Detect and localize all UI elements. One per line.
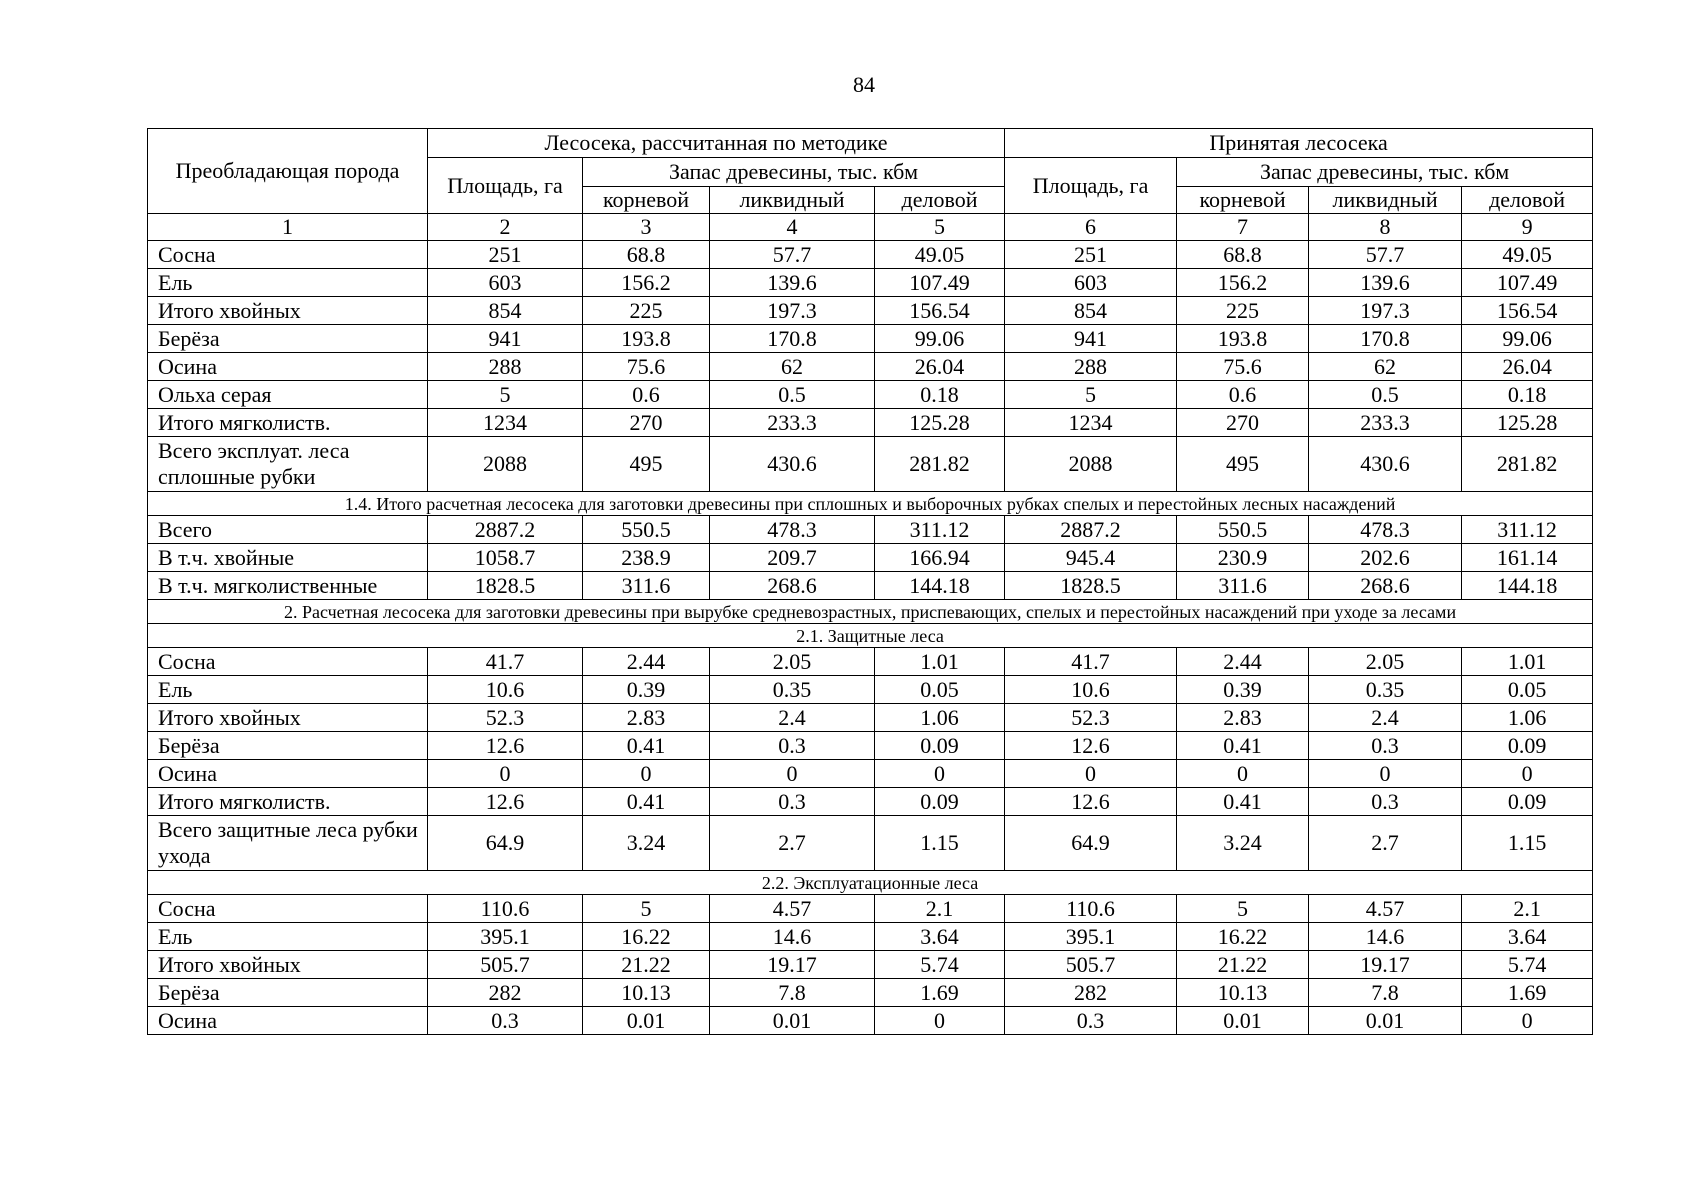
value-cell: 19.17 xyxy=(710,951,875,979)
section-heading: 2.2. Эксплуатационные леса xyxy=(148,871,1593,895)
value-cell: 16.22 xyxy=(1177,923,1309,951)
table-row xyxy=(148,297,1593,325)
section-heading: 2. Расчетная лесосека для заготовки древесины при вырубке средневозрастных, приспевающих, спелых и перестойных насаждений при уходе за лесами xyxy=(148,600,1593,624)
value-cell: 225 xyxy=(583,297,710,325)
header-area-accepted: Площадь, га xyxy=(1005,158,1177,214)
value-cell: 395.1 xyxy=(1005,923,1177,951)
value-cell: 144.18 xyxy=(875,572,1005,600)
value-cell: 1.01 xyxy=(875,648,1005,676)
value-cell: 281.82 xyxy=(1462,437,1593,492)
species-cell: Берёза xyxy=(148,325,428,353)
column-number: 6 xyxy=(1005,214,1177,241)
value-cell: 5 xyxy=(1177,895,1309,923)
value-cell: 209.7 xyxy=(710,544,875,572)
value-cell: 225 xyxy=(1177,297,1309,325)
value-cell: 21.22 xyxy=(583,951,710,979)
value-cell: 7.8 xyxy=(1309,979,1462,1007)
value-cell: 2.05 xyxy=(710,648,875,676)
value-cell: 0 xyxy=(1462,760,1593,788)
value-cell: 0.3 xyxy=(710,732,875,760)
value-cell: 0 xyxy=(1309,760,1462,788)
header-business-calc: деловой xyxy=(875,187,1005,214)
value-cell: 0 xyxy=(1177,760,1309,788)
value-cell: 505.7 xyxy=(428,951,583,979)
value-cell: 0.09 xyxy=(875,788,1005,816)
value-cell: 12.6 xyxy=(1005,788,1177,816)
value-cell: 5 xyxy=(1005,381,1177,409)
value-cell: 0.05 xyxy=(1462,676,1593,704)
value-cell: 99.06 xyxy=(1462,325,1593,353)
species-cell: Итого мягколиств. xyxy=(148,788,428,816)
value-cell: 230.9 xyxy=(1177,544,1309,572)
header-stock-accepted: Запас древесины, тыс. кбм xyxy=(1177,158,1593,187)
value-cell: 550.5 xyxy=(1177,516,1309,544)
value-cell: 99.06 xyxy=(875,325,1005,353)
value-cell: 251 xyxy=(1005,241,1177,269)
value-cell: 64.9 xyxy=(428,816,583,871)
value-cell: 0.5 xyxy=(710,381,875,409)
value-cell: 156.2 xyxy=(583,269,710,297)
value-cell: 0.41 xyxy=(1177,732,1309,760)
section-heading: 1.4. Итого расчетная лесосека для заготовки древесины при сплошных и выборочных рубках спелых и перестойных лесных насаждений xyxy=(148,492,1593,516)
value-cell: 49.05 xyxy=(875,241,1005,269)
value-cell: 2.7 xyxy=(1309,816,1462,871)
value-cell: 139.6 xyxy=(710,269,875,297)
value-cell: 2.7 xyxy=(710,816,875,871)
species-cell: Всего xyxy=(148,516,428,544)
value-cell: 193.8 xyxy=(583,325,710,353)
header-stock-calc: Запас древесины, тыс. кбм xyxy=(583,158,1005,187)
value-cell: 5.74 xyxy=(875,951,1005,979)
value-cell: 41.7 xyxy=(428,648,583,676)
value-cell: 854 xyxy=(1005,297,1177,325)
table-row xyxy=(148,676,1593,704)
value-cell: 125.28 xyxy=(1462,409,1593,437)
total-row xyxy=(148,816,1593,871)
value-cell: 0.01 xyxy=(710,1007,875,1035)
species-cell: Итого хвойных xyxy=(148,297,428,325)
value-cell: 0.6 xyxy=(1177,381,1309,409)
value-cell: 0.05 xyxy=(875,676,1005,704)
table-row xyxy=(148,241,1593,269)
value-cell: 1234 xyxy=(1005,409,1177,437)
value-cell: 0.35 xyxy=(710,676,875,704)
value-cell: 478.3 xyxy=(1309,516,1462,544)
value-cell: 0.41 xyxy=(1177,788,1309,816)
value-cell: 4.57 xyxy=(710,895,875,923)
value-cell: 3.64 xyxy=(875,923,1005,951)
value-cell: 505.7 xyxy=(1005,951,1177,979)
value-cell: 10.6 xyxy=(428,676,583,704)
value-cell: 311.12 xyxy=(875,516,1005,544)
value-cell: 2.83 xyxy=(1177,704,1309,732)
value-cell: 0 xyxy=(428,760,583,788)
value-cell: 62 xyxy=(1309,353,1462,381)
value-cell: 68.8 xyxy=(1177,241,1309,269)
section-heading-row xyxy=(148,492,1593,516)
value-cell: 5.74 xyxy=(1462,951,1593,979)
table-row xyxy=(148,353,1593,381)
species-cell: Берёза xyxy=(148,732,428,760)
value-cell: 941 xyxy=(1005,325,1177,353)
page-number: 84 xyxy=(853,72,875,97)
value-cell: 238.9 xyxy=(583,544,710,572)
table-row xyxy=(148,951,1593,979)
value-cell: 311.6 xyxy=(1177,572,1309,600)
section-heading-row xyxy=(148,600,1593,624)
species-cell: Ель xyxy=(148,923,428,951)
column-number-row xyxy=(148,214,1593,241)
value-cell: 941 xyxy=(428,325,583,353)
value-cell: 603 xyxy=(1005,269,1177,297)
value-cell: 125.28 xyxy=(875,409,1005,437)
value-cell: 110.6 xyxy=(428,895,583,923)
value-cell: 288 xyxy=(428,353,583,381)
value-cell: 161.14 xyxy=(1462,544,1593,572)
value-cell: 2.44 xyxy=(583,648,710,676)
value-cell: 1058.7 xyxy=(428,544,583,572)
species-cell: Сосна xyxy=(148,648,428,676)
column-number: 8 xyxy=(1309,214,1462,241)
value-cell: 7.8 xyxy=(710,979,875,1007)
value-cell: 0.3 xyxy=(1309,788,1462,816)
value-cell: 0.41 xyxy=(583,732,710,760)
value-cell: 0.41 xyxy=(583,788,710,816)
table-row xyxy=(148,381,1593,409)
species-cell: Осина xyxy=(148,760,428,788)
value-cell: 156.54 xyxy=(1462,297,1593,325)
value-cell: 1.06 xyxy=(1462,704,1593,732)
value-cell: 268.6 xyxy=(1309,572,1462,600)
value-cell: 3.24 xyxy=(583,816,710,871)
table-row xyxy=(148,572,1593,600)
value-cell: 2.1 xyxy=(1462,895,1593,923)
value-cell: 0 xyxy=(710,760,875,788)
value-cell: 0.5 xyxy=(1309,381,1462,409)
value-cell: 62 xyxy=(710,353,875,381)
table-row xyxy=(148,979,1593,1007)
section-heading-row xyxy=(148,624,1593,648)
value-cell: 270 xyxy=(583,409,710,437)
value-cell: 1.15 xyxy=(875,816,1005,871)
value-cell: 2088 xyxy=(1005,437,1177,492)
value-cell: 2887.2 xyxy=(1005,516,1177,544)
table-body xyxy=(148,241,1593,1035)
value-cell: 0.01 xyxy=(1309,1007,1462,1035)
species-cell: Сосна xyxy=(148,895,428,923)
column-number: 4 xyxy=(710,214,875,241)
value-cell: 4.57 xyxy=(1309,895,1462,923)
value-cell: 156.54 xyxy=(875,297,1005,325)
value-cell: 52.3 xyxy=(1005,704,1177,732)
table-row xyxy=(148,409,1593,437)
value-cell: 0 xyxy=(1005,760,1177,788)
value-cell: 1.15 xyxy=(1462,816,1593,871)
header-root-calc: корневой xyxy=(583,187,710,214)
value-cell: 139.6 xyxy=(1309,269,1462,297)
species-cell: Ольха серая xyxy=(148,381,428,409)
column-number: 7 xyxy=(1177,214,1309,241)
value-cell: 166.94 xyxy=(875,544,1005,572)
value-cell: 26.04 xyxy=(1462,353,1593,381)
value-cell: 16.22 xyxy=(583,923,710,951)
value-cell: 0.39 xyxy=(583,676,710,704)
value-cell: 57.7 xyxy=(710,241,875,269)
value-cell: 26.04 xyxy=(875,353,1005,381)
value-cell: 233.3 xyxy=(1309,409,1462,437)
value-cell: 550.5 xyxy=(583,516,710,544)
value-cell: 1.01 xyxy=(1462,648,1593,676)
value-cell: 5 xyxy=(428,381,583,409)
value-cell: 156.2 xyxy=(1177,269,1309,297)
value-cell: 197.3 xyxy=(710,297,875,325)
value-cell: 3.64 xyxy=(1462,923,1593,951)
value-cell: 2.44 xyxy=(1177,648,1309,676)
value-cell: 430.6 xyxy=(710,437,875,492)
table-row xyxy=(148,516,1593,544)
table-row xyxy=(148,544,1593,572)
value-cell: 0.18 xyxy=(1462,381,1593,409)
value-cell: 0.01 xyxy=(1177,1007,1309,1035)
value-cell: 311.12 xyxy=(1462,516,1593,544)
value-cell: 282 xyxy=(1005,979,1177,1007)
value-cell: 288 xyxy=(1005,353,1177,381)
column-number: 1 xyxy=(148,214,428,241)
table-row xyxy=(148,1007,1593,1035)
value-cell: 495 xyxy=(1177,437,1309,492)
value-cell: 2.4 xyxy=(710,704,875,732)
value-cell: 107.49 xyxy=(875,269,1005,297)
table-row xyxy=(148,760,1593,788)
value-cell: 430.6 xyxy=(1309,437,1462,492)
table-row xyxy=(148,269,1593,297)
value-cell: 197.3 xyxy=(1309,297,1462,325)
value-cell: 41.7 xyxy=(1005,648,1177,676)
value-cell: 0.09 xyxy=(1462,788,1593,816)
value-cell: 49.05 xyxy=(1462,241,1593,269)
section-heading: 2.1. Защитные леса xyxy=(148,624,1593,648)
value-cell: 2.4 xyxy=(1309,704,1462,732)
header-liquid-calc: ликвидный xyxy=(710,187,875,214)
value-cell: 0.3 xyxy=(1005,1007,1177,1035)
value-cell: 2.05 xyxy=(1309,648,1462,676)
table-row xyxy=(148,704,1593,732)
value-cell: 14.6 xyxy=(1309,923,1462,951)
value-cell: 1.69 xyxy=(875,979,1005,1007)
value-cell: 3.24 xyxy=(1177,816,1309,871)
species-cell: Осина xyxy=(148,1007,428,1035)
value-cell: 251 xyxy=(428,241,583,269)
value-cell: 0 xyxy=(875,1007,1005,1035)
species-cell: Итого хвойных xyxy=(148,951,428,979)
species-cell: Всего защитные леса рубки ухода xyxy=(148,816,428,871)
value-cell: 5 xyxy=(583,895,710,923)
value-cell: 478.3 xyxy=(710,516,875,544)
species-cell: Берёза xyxy=(148,979,428,1007)
value-cell: 945.4 xyxy=(1005,544,1177,572)
value-cell: 12.6 xyxy=(428,788,583,816)
value-cell: 233.3 xyxy=(710,409,875,437)
value-cell: 75.6 xyxy=(1177,353,1309,381)
table-row xyxy=(148,325,1593,353)
value-cell: 0.09 xyxy=(1462,732,1593,760)
species-cell: В т.ч. хвойные xyxy=(148,544,428,572)
value-cell: 0.01 xyxy=(583,1007,710,1035)
header-liquid-accepted: ликвидный xyxy=(1309,187,1462,214)
value-cell: 10.13 xyxy=(1177,979,1309,1007)
value-cell: 68.8 xyxy=(583,241,710,269)
value-cell: 170.8 xyxy=(710,325,875,353)
column-number: 5 xyxy=(875,214,1005,241)
value-cell: 0.39 xyxy=(1177,676,1309,704)
value-cell: 75.6 xyxy=(583,353,710,381)
value-cell: 14.6 xyxy=(710,923,875,951)
value-cell: 0.3 xyxy=(710,788,875,816)
value-cell: 110.6 xyxy=(1005,895,1177,923)
value-cell: 19.17 xyxy=(1309,951,1462,979)
table-row xyxy=(148,648,1593,676)
value-cell: 495 xyxy=(583,437,710,492)
value-cell: 10.13 xyxy=(583,979,710,1007)
column-number: 2 xyxy=(428,214,583,241)
value-cell: 170.8 xyxy=(1309,325,1462,353)
value-cell: 854 xyxy=(428,297,583,325)
header-accepted-cutting-area: Принятая лесосека xyxy=(1005,129,1593,158)
value-cell: 10.6 xyxy=(1005,676,1177,704)
header-calculated-cutting-area: Лесосека, рассчитанная по методике xyxy=(428,129,1005,158)
value-cell: 12.6 xyxy=(1005,732,1177,760)
value-cell: 2887.2 xyxy=(428,516,583,544)
value-cell: 0.3 xyxy=(428,1007,583,1035)
column-number: 9 xyxy=(1462,214,1593,241)
value-cell: 2088 xyxy=(428,437,583,492)
value-cell: 268.6 xyxy=(710,572,875,600)
value-cell: 2.83 xyxy=(583,704,710,732)
species-cell: В т.ч. мягколиственные xyxy=(148,572,428,600)
column-number: 3 xyxy=(583,214,710,241)
logging-area-table xyxy=(147,128,1593,1035)
value-cell: 0.6 xyxy=(583,381,710,409)
value-cell: 2.1 xyxy=(875,895,1005,923)
value-cell: 12.6 xyxy=(428,732,583,760)
value-cell: 52.3 xyxy=(428,704,583,732)
section-heading-row xyxy=(148,871,1593,895)
value-cell: 270 xyxy=(1177,409,1309,437)
value-cell: 1234 xyxy=(428,409,583,437)
table-row xyxy=(148,923,1593,951)
value-cell: 64.9 xyxy=(1005,816,1177,871)
species-cell: Итого мягколиств. xyxy=(148,409,428,437)
value-cell: 202.6 xyxy=(1309,544,1462,572)
species-cell: Осина xyxy=(148,353,428,381)
value-cell: 1828.5 xyxy=(428,572,583,600)
header-root-accepted: корневой xyxy=(1177,187,1309,214)
value-cell: 281.82 xyxy=(875,437,1005,492)
table-row xyxy=(148,895,1593,923)
value-cell: 0.09 xyxy=(875,732,1005,760)
value-cell: 0.18 xyxy=(875,381,1005,409)
value-cell: 282 xyxy=(428,979,583,1007)
value-cell: 0 xyxy=(1462,1007,1593,1035)
value-cell: 193.8 xyxy=(1177,325,1309,353)
species-cell: Ель xyxy=(148,269,428,297)
value-cell: 395.1 xyxy=(428,923,583,951)
value-cell: 603 xyxy=(428,269,583,297)
total-row xyxy=(148,437,1593,492)
value-cell: 1.69 xyxy=(1462,979,1593,1007)
value-cell: 311.6 xyxy=(583,572,710,600)
species-cell: Сосна xyxy=(148,241,428,269)
header-area-calc: Площадь, га xyxy=(428,158,583,214)
value-cell: 144.18 xyxy=(1462,572,1593,600)
value-cell: 0.35 xyxy=(1309,676,1462,704)
value-cell: 1828.5 xyxy=(1005,572,1177,600)
value-cell: 1.06 xyxy=(875,704,1005,732)
value-cell: 0.3 xyxy=(1309,732,1462,760)
species-cell: Всего эксплуат. леса сплошные рубки xyxy=(148,437,428,492)
value-cell: 21.22 xyxy=(1177,951,1309,979)
table-row xyxy=(148,732,1593,760)
value-cell: 107.49 xyxy=(1462,269,1593,297)
species-cell: Ель xyxy=(148,676,428,704)
table-row xyxy=(148,788,1593,816)
species-cell: Итого хвойных xyxy=(148,704,428,732)
value-cell: 0 xyxy=(583,760,710,788)
header-species: Преобладающая порода xyxy=(148,129,428,214)
header-business-accepted: деловой xyxy=(1462,187,1593,214)
value-cell: 57.7 xyxy=(1309,241,1462,269)
value-cell: 0 xyxy=(875,760,1005,788)
